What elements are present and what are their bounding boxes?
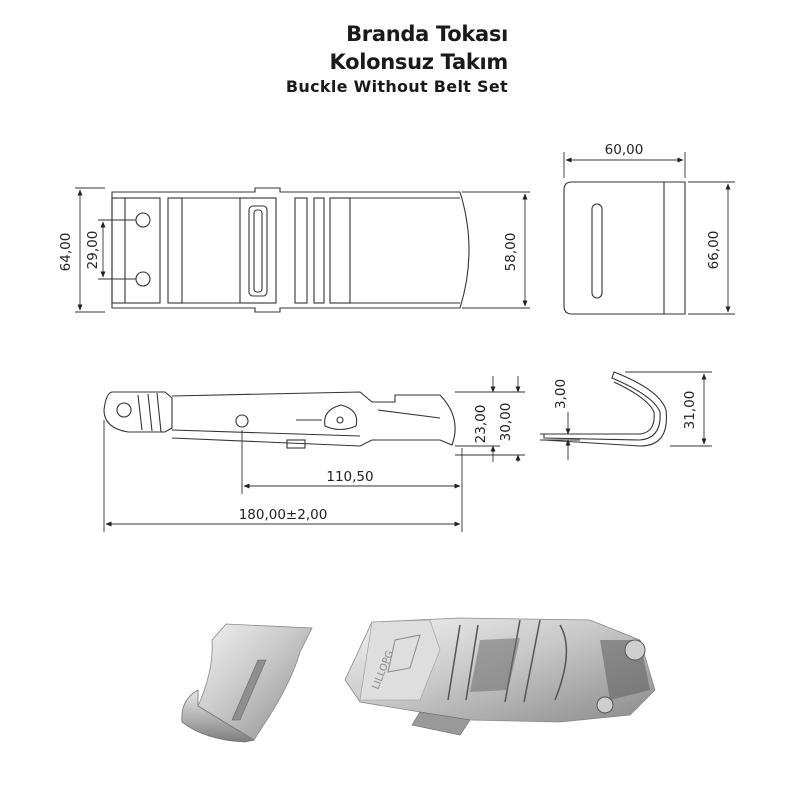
dim-64: 64,00	[58, 232, 74, 272]
dim-31: 31,00	[682, 390, 698, 430]
dim-60: 60,00	[604, 142, 644, 158]
dim-180: 180,00±2,00	[238, 507, 328, 523]
dim-23: 23,00	[473, 404, 489, 444]
title-english: Buckle Without Belt Set	[285, 77, 508, 96]
top-view-dimension-lines	[75, 188, 530, 312]
dim-3: 3,00	[553, 378, 569, 410]
buckle-side-view	[104, 392, 455, 448]
buckle-top-view	[112, 188, 469, 312]
brand-mark-text: LILLOPG	[370, 649, 397, 692]
dim-66: 66,00	[706, 230, 722, 270]
dim-30: 30,00	[498, 402, 514, 442]
dim-29: 29,00	[85, 230, 101, 270]
plate-photo	[182, 624, 312, 742]
buckle-photo	[345, 618, 655, 735]
dim-58: 58,00	[503, 232, 519, 272]
dim-110-50: 110,50	[326, 469, 374, 485]
title-turkish-1: Branda Tokası	[346, 22, 508, 46]
title-turkish-2: Kolonsuz Takım	[329, 50, 508, 74]
plate-top-view	[564, 182, 685, 314]
